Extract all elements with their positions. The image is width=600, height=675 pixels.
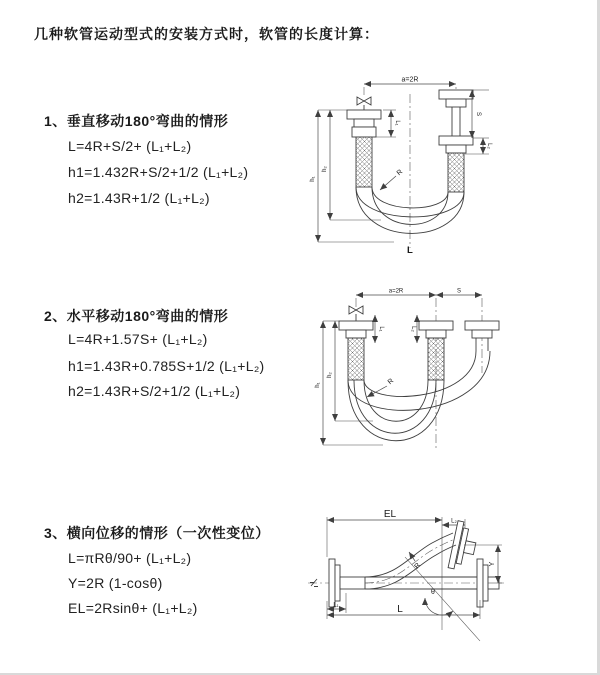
dim-label-r: R bbox=[413, 561, 423, 571]
radius-leader bbox=[380, 169, 404, 190]
section-2-formula-h1: h1=1.43R+0.785S+1/2 (L₁+L₂) bbox=[68, 358, 265, 374]
diagram-horizontal-movement-180 bbox=[303, 285, 508, 455]
dim-label-h2: h₂ bbox=[327, 372, 333, 378]
dim-label-length: L bbox=[397, 604, 403, 615]
braided-section bbox=[428, 338, 444, 380]
left-fitting bbox=[339, 321, 373, 380]
section-3-formula-el: EL=2Rsinθ+ (L₁+L₂) bbox=[68, 600, 198, 616]
dim-label-h1: h₁ bbox=[310, 176, 316, 182]
dim-label-s: S bbox=[456, 288, 462, 295]
dim-label-l2: L₂ bbox=[486, 143, 492, 149]
left-flange bbox=[329, 559, 365, 607]
diagram-lateral-displacement bbox=[302, 505, 597, 655]
dim-label-theta: θ bbox=[431, 589, 435, 596]
diagram-vertical-movement-180 bbox=[306, 74, 521, 254]
dimension-el bbox=[327, 509, 442, 630]
braided-section bbox=[348, 338, 364, 380]
dim-label-r: R bbox=[386, 377, 396, 387]
dimension-span bbox=[356, 289, 482, 296]
dimension-l1 bbox=[375, 315, 384, 343]
dim-label-s: S bbox=[475, 111, 481, 117]
valve-icon bbox=[349, 306, 363, 314]
dim-label-y: Y bbox=[489, 561, 496, 567]
angle-theta bbox=[405, 557, 480, 641]
dim-label-el: EL bbox=[383, 509, 397, 520]
dim-label-a2r: a=2R bbox=[388, 288, 404, 295]
valve-icon bbox=[357, 97, 371, 105]
section-2-formula-h2: h2=1.43R+S/2+1/2 (L₁+L₂) bbox=[68, 383, 241, 399]
dim-label-h1: h₁ bbox=[315, 382, 321, 388]
dimension-l bbox=[327, 600, 480, 619]
dim-label-l1: L₁ bbox=[394, 120, 400, 126]
braided-section bbox=[356, 137, 372, 187]
dim-label-r: R bbox=[395, 168, 405, 178]
section-1-formula-h2: h2=1.43R+1/2 (L₁+L₂) bbox=[68, 190, 210, 206]
section-2-formula-l: L=4R+1.57S+ (L₁+L₂) bbox=[68, 331, 208, 347]
braided-section bbox=[448, 153, 464, 192]
dim-label-a2r: a=2R bbox=[401, 76, 419, 84]
right-fitting bbox=[439, 90, 473, 192]
middle-fitting bbox=[419, 321, 453, 380]
right-fitting bbox=[465, 321, 499, 351]
dim-label-h2: h₂ bbox=[322, 166, 328, 172]
section-1-formula-l: L=4R+S/2+ (L₁+L₂) bbox=[68, 138, 192, 154]
section-1-formula-h1: h1=1.432R+S/2+1/2 (L₁+L₂) bbox=[68, 164, 249, 180]
dim-label-l2: L₂ bbox=[451, 518, 457, 525]
section-3-formula-l: L=πRθ/90+ (L₁+L₂) bbox=[68, 550, 192, 566]
section-3-formula-y: Y=2R (1-cosθ) bbox=[68, 575, 163, 591]
section-3-heading: 3、横向位移的情形（一次性变位） bbox=[44, 525, 270, 541]
dim-label-l1: L₁ bbox=[333, 602, 339, 609]
dim-label-l2: L₂ bbox=[410, 326, 416, 332]
section-1-heading: 1、垂直移动180°弯曲的情形 bbox=[44, 113, 229, 129]
page-title: 几种软管运动型式的安装方式时，软管的长度计算： bbox=[34, 26, 379, 42]
left-fitting bbox=[347, 110, 381, 187]
dim-label-l1: L₁ bbox=[378, 326, 384, 332]
dimension-l2 bbox=[410, 315, 417, 343]
dim-label-l: L bbox=[407, 245, 413, 256]
section-2-heading: 2、水平移动180°弯曲的情形 bbox=[44, 308, 229, 324]
hose-curve bbox=[365, 533, 456, 589]
